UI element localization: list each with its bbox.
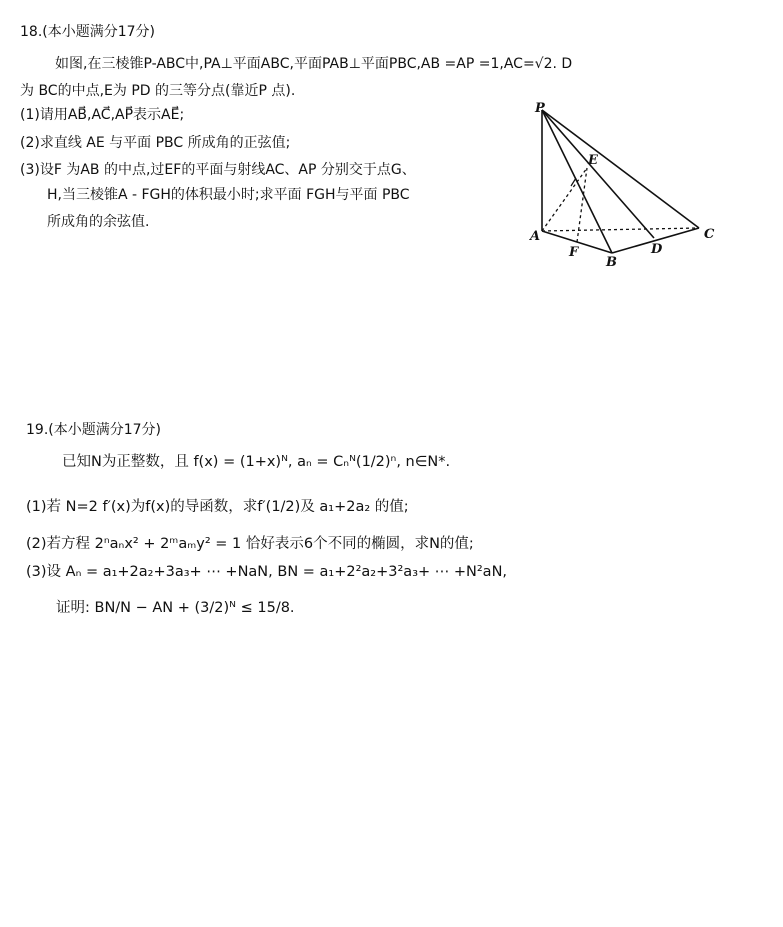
pyramid-figure [524,98,724,268]
label-e: E [588,153,598,168]
q18-part3-line1: (3)设F 为AB 的中点,过EF的平面与射线AC、AP 分别交于点G、 [20,162,416,178]
label-a: A [530,229,541,244]
q18-header: 18.(本小题满分17分) [20,24,156,40]
q18-stem-line2: 为 BC的中点,E为 PD 的三等分点(靠近P 点). [20,83,296,99]
edge-pc [542,110,699,228]
q19-header: 19.(本小题满分17分) [26,422,162,438]
q19-stem: 已知N为正整数，且 f(x) = (1+x)ᴺ, aₙ = Cₙᴺ(1/2)ⁿ, n∈N*. [62,454,451,470]
q18-stem-line1: 如图,在三棱锥P-ABC中,PA⊥平面ABC,平面PAB⊥平面PBC,AB =AP =1,AC=√2. D [55,56,573,72]
label-c: C [704,227,715,242]
q19-part2: (2)若方程 2ⁿaₙx² + 2ᵐaₘy² = 1 恰好表示6个不同的椭圆，求N的值; [26,536,474,552]
label-f: F [569,245,579,260]
edge-ac [542,228,699,231]
label-d: D [651,242,663,257]
q19-part3-line2: 证明: BN/N − AN + (3/2)ᴺ ≤ 15/8. [56,600,295,616]
label-b: B [606,255,617,268]
q18-part3-line2: H,当三棱锥A - FGH的体积最小时;求平面 FGH与平面 PBC [47,187,410,203]
q18-part1: (1)请用AB⃗,AC⃗,AP⃗表示AE⃗; [20,107,185,123]
q18-part2: (2)求直线 AE 与平面 PBC 所成角的正弦值; [20,135,291,151]
q19-part3-line1: (3)设 Aₙ = a₁+2a₂+3a₃+ ⋯ +NaN, BN = a₁+2²a₂+3²a₃+ ⋯ +N²aN, [26,564,508,580]
edge-pd [542,110,654,238]
label-p: P [535,101,545,116]
q18-part3-line3: 所成角的余弦值. [47,214,150,230]
q19-part1: (1)若 N=2 f′(x)为f(x)的导函数，求f′(1/2)及 a₁+2a₂ 的值; [26,499,409,515]
